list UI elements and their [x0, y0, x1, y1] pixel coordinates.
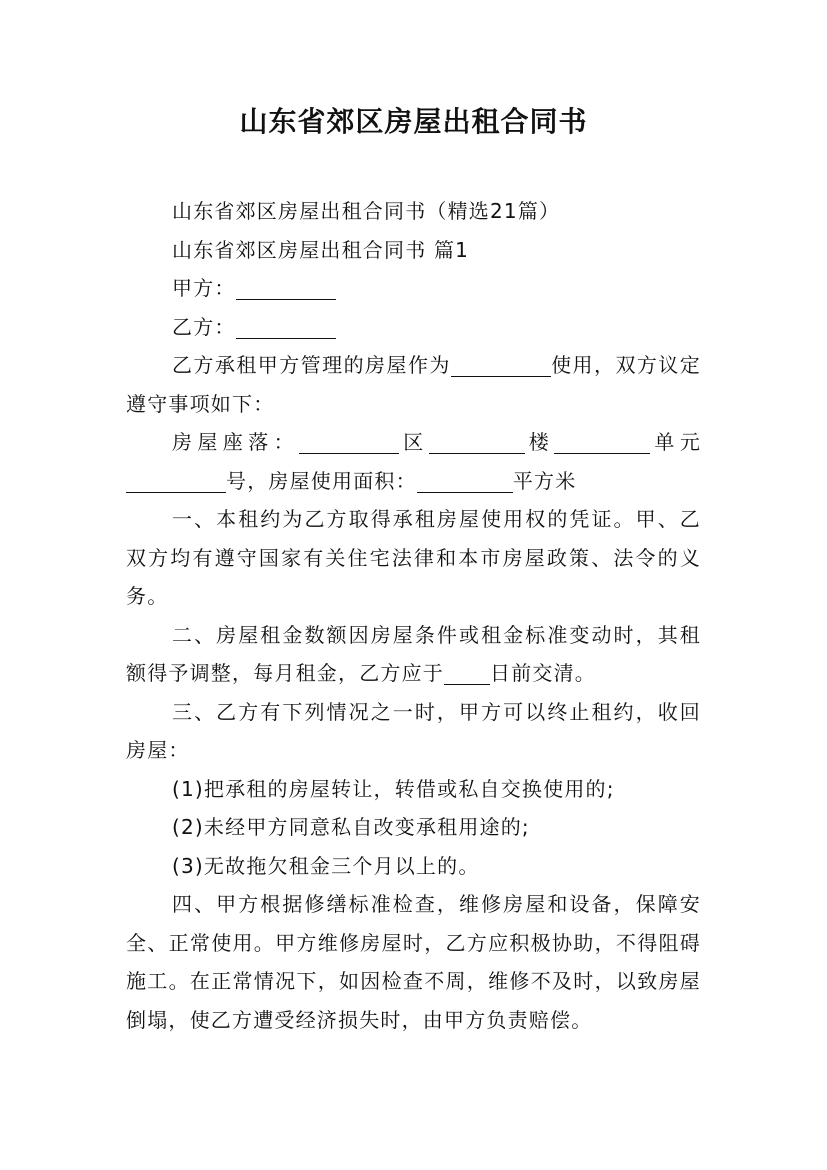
party-b-blank [236, 317, 336, 339]
clause-3: 三、乙方有下列情况之一时，甲方可以终止租约，收回房屋： [126, 699, 701, 762]
usage-clause [126, 346, 701, 423]
party-b-label: 乙方： [172, 314, 236, 339]
usage-clause-end: 使用，双方议定遵守事项如下： [126, 353, 701, 416]
usage-blank [451, 355, 551, 377]
building-label: 楼 [524, 430, 555, 454]
building-blank [554, 432, 650, 454]
clause-3-item-3: (3)无故拖欠租金三个月以上的。 [172, 853, 480, 878]
clause-1: 一、本租约为乙方取得承租房屋使用权的凭证。甲、乙双方均有遵守国家有关住宅法律和本市房屋政策、法令的义务。 [126, 507, 701, 608]
clause-3-item-2: (2)未经甲方同意私自改变承租用途的; [172, 815, 530, 839]
district-blank [429, 432, 525, 454]
location-blank [299, 432, 399, 454]
clause-2 [126, 616, 701, 693]
party-a-label: 甲方： [172, 276, 236, 300]
party-b-line [126, 308, 701, 347]
district-label: 区 [399, 430, 429, 454]
subtitle-line: 山东省郊区房屋出租合同书（精选21篇） [172, 199, 561, 223]
party-a-line [126, 269, 701, 308]
party-a-blank [236, 278, 336, 300]
location-label: 房屋座落： [172, 430, 299, 454]
number-label: 号 [226, 468, 248, 493]
clause-3-item-1: (1)把承租的房屋转让，转借或私自交换使用的; [172, 776, 615, 801]
clause-2-start: 二、房屋租金数额因房屋条件或租金标准变动时，其租额得予调整，每月租金，乙方应于 [126, 622, 701, 685]
clause-2-end: 日前交清。 [490, 661, 596, 685]
clause-4: 四、甲方根据修缮标准检查，维修房屋和设备，保障安全、正常使用。甲方维修房屋时，乙方应积极协助，不得阻碍施工。在正常情况下，如因检查不周，维修不及时，以致房屋倒塌，使乙方遭受经济损失时，由甲方负责赔偿。 [126, 892, 701, 1032]
section-heading: 山东省郊区房屋出租合同书 篇1 [172, 237, 470, 262]
unit-blank [126, 471, 226, 493]
document-title: 山东省郊区房屋出租合同书 [239, 105, 588, 138]
location-clause [126, 423, 701, 500]
rent-day-blank [444, 663, 490, 685]
usage-clause-start: 乙方承租甲方管理的房屋作为 [172, 353, 451, 377]
unit-label: 单元 [650, 430, 702, 454]
document-body [126, 192, 701, 1039]
area-unit: 平方米 [512, 468, 577, 493]
area-label: ，房屋使用面积： [247, 468, 417, 493]
area-blank [417, 471, 513, 493]
